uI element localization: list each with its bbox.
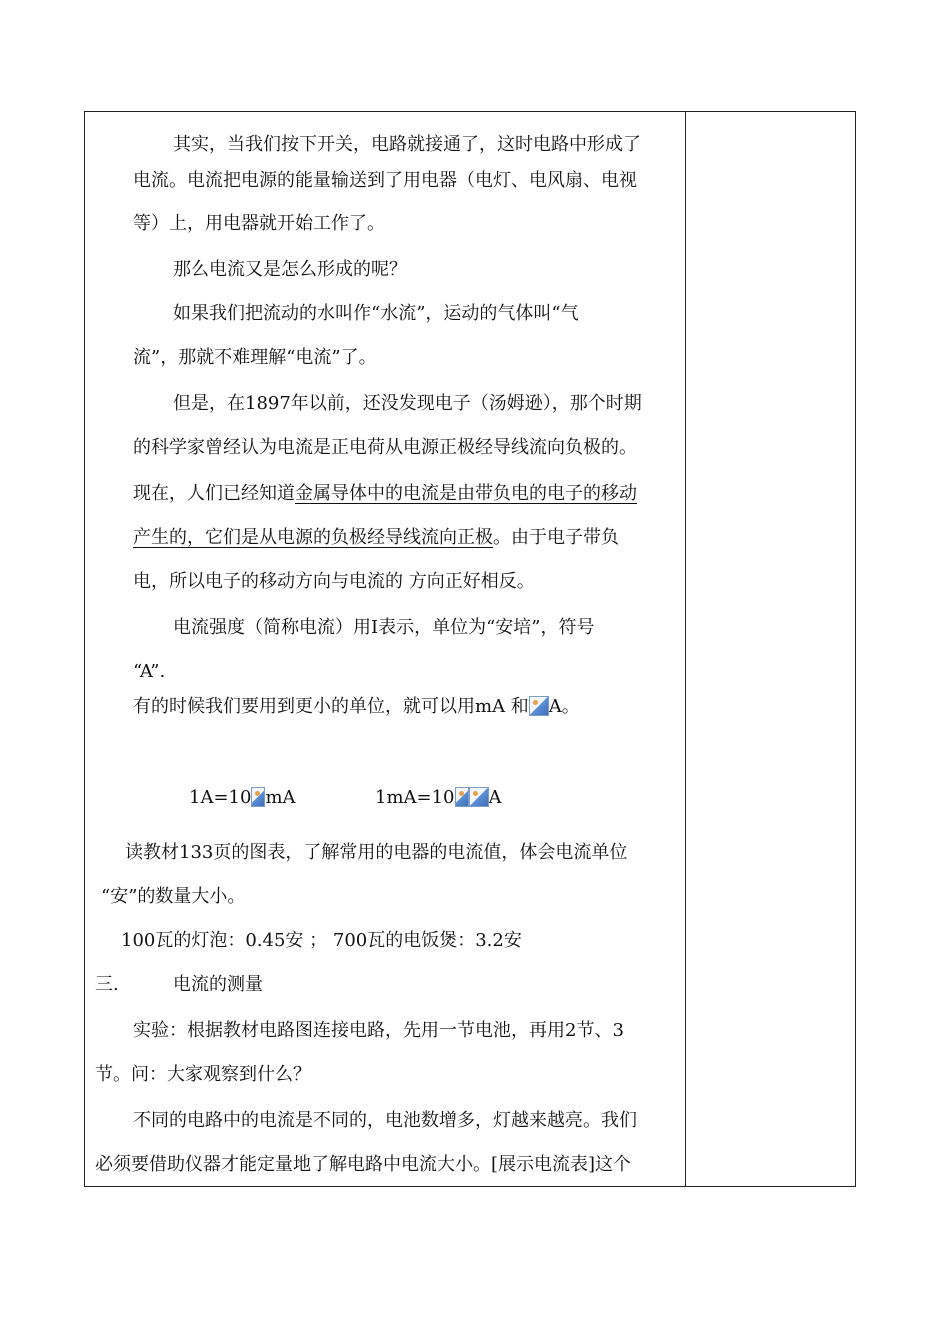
text-run: A <box>488 787 502 808</box>
underlined-text: 产生的，它们是从电源的负极经导线流向正极 <box>133 527 493 548</box>
text-run: 。由于电子带负 <box>493 527 619 548</box>
broken-image-icon <box>529 696 549 716</box>
paragraph-line: 电流。电流把电源的能量输送到了用电器（电灯、电风扇、电视 <box>133 170 637 191</box>
paragraph-line: 实验：根据教材电路图连接电路，先用一节电池，再用2节、3 <box>133 1020 624 1041</box>
paragraph-line: 的科学家曾经认为电流是正电荷从电源正极经导线流向负极的。 <box>133 437 637 458</box>
paragraph-line: 电，所以电子的移动方向与电流的 方向正好相反。 <box>133 571 535 592</box>
text-run: 现在，人们已经知道 <box>133 483 295 504</box>
paragraph-line: 电流强度（简称电流）用I表示，单位为“安培”，符号 <box>173 617 595 638</box>
paragraph-line: 如果我们把流动的水叫作“水流”，运动的气体叫“气 <box>173 303 579 324</box>
paragraph-line: 不同的电路中的电流是不同的，电池数增多，灯越来越亮。我们 <box>133 1110 637 1131</box>
content-cell <box>85 112 685 1186</box>
paragraph-line: 其实，当我们按下开关，电路就接通了，这时电路中形成了 <box>173 134 641 155</box>
paragraph-line: 节。问：大家观察到什么？ <box>95 1064 311 1085</box>
paragraph-line: 那么电流又是怎么形成的呢？ <box>173 259 407 280</box>
broken-image-icon <box>469 787 489 807</box>
paragraph-line <box>133 482 637 506</box>
formula <box>189 786 296 810</box>
paragraph-line: 等）上，用电器就开始工作了。 <box>133 213 385 234</box>
paragraph-line: “安”的数量大小。 <box>101 886 246 907</box>
broken-image-icon <box>251 787 265 807</box>
paragraph-line: 读教材133页的图表，了解常用的电器的电流值，体会电流单位 <box>125 842 628 863</box>
paragraph-line: 100瓦的灯泡：0.45安 ； 700瓦的电饭煲：3.2安 <box>121 930 522 951</box>
lesson-table <box>84 111 856 1187</box>
text-run: A。 <box>548 696 580 717</box>
paragraph-line: “A”. <box>133 661 166 682</box>
paragraph-line <box>133 526 619 550</box>
text-run: 1mA=10 <box>375 787 455 808</box>
section-heading: 电流的测量 <box>173 974 263 995</box>
paragraph-line: 必须要借助仪器才能定量地了解电路中电流大小。[展示电流表]这个 <box>95 1154 632 1175</box>
text-run: 1A=10 <box>189 787 252 808</box>
text-run: mA <box>265 787 296 808</box>
column-divider <box>685 112 686 1186</box>
paragraph-line: 流”，那就不难理解“电流”了。 <box>133 347 377 368</box>
formula <box>375 786 502 810</box>
paragraph-line <box>133 695 580 719</box>
broken-image-icon <box>455 787 469 807</box>
section-heading-number: 三. <box>95 974 119 995</box>
underlined-text: 金属导体中的电流是由带负电的电子的移动 <box>295 483 637 504</box>
text-run: 有的时候我们要用到更小的单位，就可以用mA 和 <box>133 696 529 717</box>
paragraph-line: 但是，在1897年以前，还没发现电子（汤姆逊），那个时期 <box>173 393 642 414</box>
